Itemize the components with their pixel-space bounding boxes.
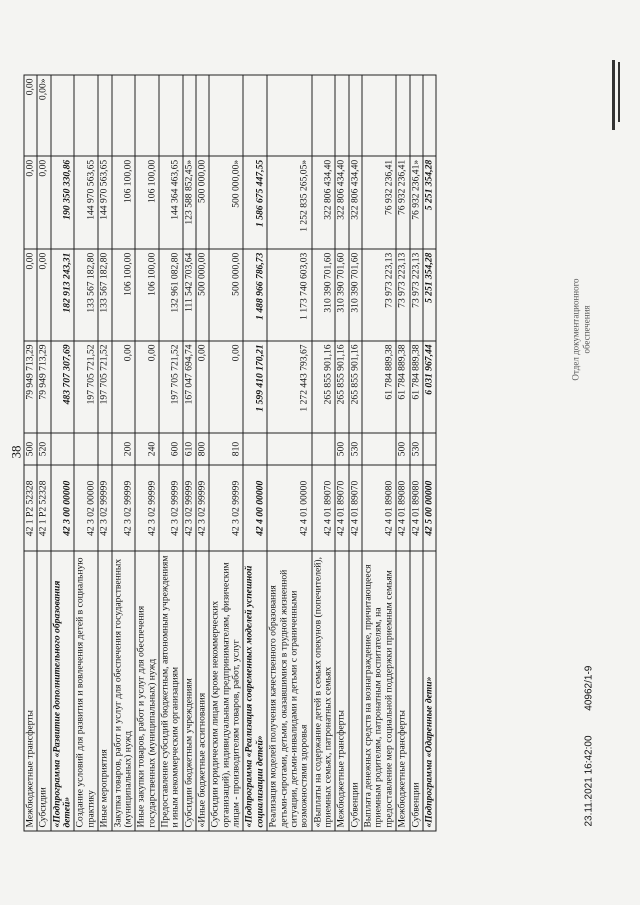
cell-c2: 73 973 223,13: [410, 249, 423, 341]
cell-c1: 265 855 901,16: [335, 341, 348, 433]
cell-c1: 167 047 694,74: [183, 341, 196, 433]
cell-c4: [74, 75, 98, 156]
cell-code: 42 1 P2 52328: [24, 465, 37, 551]
cell-c2: 133 567 182,80: [74, 249, 98, 341]
cell-code: 42 3 00 00000: [51, 465, 75, 551]
cell-c3: 1 586 675 447,55: [243, 156, 267, 249]
cell-name: Иные мероприятия: [98, 551, 111, 831]
cell-c2: 310 390 701,60: [335, 249, 348, 341]
cell-name: Межбюджетные трансферты: [335, 551, 348, 831]
cell-c3: 106 100,00: [135, 156, 159, 249]
cell-vr: 200: [112, 433, 136, 466]
cell-name: «Подпрограмма «Одаренные дети»: [423, 551, 436, 831]
cell-name: Субвенции: [410, 551, 423, 831]
cell-name: Предоставление субсидий бюджетным, автономным учреждениям и иным некоммерческим организациям: [159, 551, 183, 831]
cell-code: 42 4 01 89070: [335, 465, 348, 551]
cell-c3: 76 932 236,41: [362, 156, 396, 249]
cell-c1: 0,00: [112, 341, 136, 433]
cell-c2: 0,00: [37, 249, 50, 341]
cell-c3: 144 970 563,65: [98, 156, 111, 249]
cell-code: 42 3 02 99999: [112, 465, 136, 551]
cell-vr: [423, 433, 436, 466]
table-row: [37, 75, 50, 831]
cell-c4: [183, 75, 196, 156]
cell-vr: [312, 433, 336, 466]
cell-vr: 600: [159, 433, 183, 466]
cell-c3: 500 000,00»: [209, 156, 243, 249]
table-row: [335, 75, 348, 831]
cell-vr: [74, 433, 98, 466]
cell-c4: [135, 75, 159, 156]
cell-c4: [335, 75, 348, 156]
cell-vr: 500: [396, 433, 409, 466]
table-row: [243, 75, 267, 831]
cell-c4: [423, 75, 436, 156]
footer-datetime: 23.11.2021 16:42:00: [583, 735, 595, 827]
cell-name: Субсидии: [37, 551, 50, 831]
cell-c1: 197 705 721,52: [159, 341, 183, 433]
budget-table: [24, 75, 437, 832]
cell-c2: 500 000,00: [209, 249, 243, 341]
cell-c3: 190 350 330,86: [51, 156, 75, 249]
rotated-page: [1, 0, 640, 905]
cell-c3: 76 932 236,41: [396, 156, 409, 249]
cell-c1: 61 784 889,38: [362, 341, 396, 433]
cell-code: 42 4 01 89080: [396, 465, 409, 551]
cell-c1: 79 949 713,29: [37, 341, 50, 433]
cell-name: «Подпрограмма «Развитие дополнительного образования детей»: [51, 551, 75, 831]
cell-c4: [159, 75, 183, 156]
cell-code: 42 3 02 99999: [183, 465, 196, 551]
scan-edge-mark: [618, 62, 620, 122]
cell-vr: 800: [196, 433, 209, 466]
cell-vr: [98, 433, 111, 466]
cell-name: Межбюджетные трансферты: [396, 551, 409, 831]
cell-c3: 322 806 434,40: [335, 156, 348, 249]
cell-c4: [410, 75, 423, 156]
cell-name: «Выплаты на содержание детей в семьях опекунов (попечителей), приемных семьях, патронатных семьях: [312, 551, 336, 831]
cell-c4: [209, 75, 243, 156]
cell-c4: [98, 75, 111, 156]
cell-code: 42 4 00 00000: [243, 465, 267, 551]
table-row: [362, 75, 396, 831]
cell-c2: 5 251 354,28: [423, 249, 436, 341]
cell-code: 42 5 00 00000: [423, 465, 436, 551]
cell-c1: 61 784 889,38: [396, 341, 409, 433]
cell-c1: 0,00: [209, 341, 243, 433]
cell-c4: 0,00»: [37, 75, 50, 156]
cell-c1: 79 949 713,29: [24, 341, 37, 433]
cell-c1: 483 707 307,69: [51, 341, 75, 433]
cell-c3: 1 252 835 265,05»: [267, 156, 311, 249]
table-row: [98, 75, 111, 831]
cell-vr: 520: [37, 433, 50, 466]
cell-code: 42 1 P2 52328: [37, 465, 50, 551]
cell-c3: 500 000,00: [196, 156, 209, 249]
cell-c3: 5 251 354,28: [423, 156, 436, 249]
table-row: [267, 75, 311, 831]
cell-name: Создание условий для развития и вовлечения детей в социальную практику: [74, 551, 98, 831]
table-row: [196, 75, 209, 831]
cell-c4: [362, 75, 396, 156]
cell-name: Субвенции: [349, 551, 362, 831]
cell-code: 42 4 01 89070: [312, 465, 336, 551]
cell-name: «Подпрограмма «Реализация современных моделей успешной социализации детей»: [243, 551, 267, 831]
cell-vr: 530: [410, 433, 423, 466]
table-row: [159, 75, 183, 831]
cell-c4: [312, 75, 336, 156]
cell-c2: 73 973 223,13: [362, 249, 396, 341]
cell-c2: 132 961 082,80: [159, 249, 183, 341]
cell-c4: [267, 75, 311, 156]
cell-c3: 123 588 852,45»: [183, 156, 196, 249]
cell-c4: [112, 75, 136, 156]
scan-edge-mark: [612, 60, 615, 130]
cell-c2: 133 567 182,80: [98, 249, 111, 341]
table-row: [51, 75, 75, 831]
cell-c3: 144 364 463,65: [159, 156, 183, 249]
cell-code: 42 4 01 89080: [362, 465, 396, 551]
cell-c4: [243, 75, 267, 156]
cell-vr: [51, 433, 75, 466]
cell-c2: 0,00: [24, 249, 37, 341]
cell-code: 42 4 01 89070: [349, 465, 362, 551]
cell-vr: 530: [349, 433, 362, 466]
cell-vr: [243, 433, 267, 466]
cell-c1: 265 855 901,16: [312, 341, 336, 433]
cell-c1: 265 855 901,16: [349, 341, 362, 433]
cell-name: «Иные бюджетные ассигнования: [196, 551, 209, 831]
cell-c3: 144 970 563,65: [74, 156, 98, 249]
page-number: 38: [8, 445, 24, 459]
cell-c2: 310 390 701,60: [312, 249, 336, 341]
cell-c2: 1 488 966 786,73: [243, 249, 267, 341]
table-row: [24, 75, 37, 831]
cell-code: 42 3 02 99999: [209, 465, 243, 551]
cell-c1: 197 705 721,52: [98, 341, 111, 433]
cell-name: Иные закупки товаров, работ и услуг для обеспечения государственных (муниципальных) нужд: [135, 551, 159, 831]
cell-c1: 0,00: [196, 341, 209, 433]
cell-name: Субсидии бюджетным учреждениям: [183, 551, 196, 831]
cell-c4: [349, 75, 362, 156]
table-row: [396, 75, 409, 831]
cell-c2: 111 542 703,64: [183, 249, 196, 341]
cell-c2: 182 913 243,31: [51, 249, 75, 341]
cell-name: Выплата денежных средств на вознаграждение, причитающееся приемным родителям, патронатным воспитателям, на предоставление мер социальной поддержки приемным семьям: [362, 551, 396, 831]
table-row: [209, 75, 243, 831]
cell-c1: 6 031 967,44: [423, 341, 436, 433]
footer: [584, 666, 595, 827]
cell-code: 42 3 02 99999: [196, 465, 209, 551]
cell-vr: 610: [183, 433, 196, 466]
cell-c1: 0,00: [135, 341, 159, 433]
cell-code: 42 4 01 89080: [410, 465, 423, 551]
cell-c2: 1 173 740 603,03: [267, 249, 311, 341]
cell-code: 42 4 01 00000: [267, 465, 311, 551]
table-row: [183, 75, 196, 831]
table-row: [410, 75, 423, 831]
cell-c2: 310 390 701,60: [349, 249, 362, 341]
cell-name: Реализация моделей получения качественного образования детьми-сиротами, детьми, оказавшимися в трудной жизненной ситуации, детьми-инвалидами и детьми с ограниченными возможностями здоровья: [267, 551, 311, 831]
cell-vr: [362, 433, 396, 466]
department-stamp: Отдел документационного обеспечения: [570, 278, 592, 381]
cell-code: 42 3 02 99999: [98, 465, 111, 551]
cell-c3: 322 806 434,40: [312, 156, 336, 249]
table-row: [423, 75, 436, 831]
cell-name: Закупка товаров, работ и услуг для обеспечения государственных (муниципальных) нужд: [112, 551, 136, 831]
cell-c4: 0,00: [24, 75, 37, 156]
cell-c3: 76 932 236,41»: [410, 156, 423, 249]
cell-c1: 61 784 889,38: [410, 341, 423, 433]
cell-c1: 1 272 443 793,67: [267, 341, 311, 433]
cell-name: Субсидии юридическим лицам (кроме некоммерческих организаций), индивидуальным предпринимателям, физическим лицам - производителям товаров, работ, услуг: [209, 551, 243, 831]
cell-c2: 500 000,00: [196, 249, 209, 341]
cell-c3: 106 100,00: [112, 156, 136, 249]
cell-c3: 322 806 434,40: [349, 156, 362, 249]
cell-vr: 500: [335, 433, 348, 466]
budget-table-body: [24, 75, 436, 831]
cell-c3: 0,00: [37, 156, 50, 249]
cell-c3: 0,00: [24, 156, 37, 249]
cell-vr: 240: [135, 433, 159, 466]
cell-c4: [51, 75, 75, 156]
cell-c2: 106 100,00: [135, 249, 159, 341]
cell-c1: 1 599 410 170,21: [243, 341, 267, 433]
table-row: [312, 75, 336, 831]
cell-vr: [267, 433, 311, 466]
table-row: [349, 75, 362, 831]
cell-c2: 106 100,00: [112, 249, 136, 341]
cell-c2: 73 973 223,13: [396, 249, 409, 341]
cell-code: 42 3 02 00000: [74, 465, 98, 551]
cell-code: 42 3 02 99999: [159, 465, 183, 551]
cell-vr: 500: [24, 433, 37, 466]
table-row: [112, 75, 136, 831]
table-row: [135, 75, 159, 831]
table-row: [74, 75, 98, 831]
cell-code: 42 3 02 99999: [135, 465, 159, 551]
cell-vr: 810: [209, 433, 243, 466]
cell-name: Межбюджетные трансферты: [24, 551, 37, 831]
cell-c4: [196, 75, 209, 156]
footer-doc-id: 40962/1-9: [583, 665, 595, 711]
cell-c4: [396, 75, 409, 156]
cell-c1: 197 705 721,52: [74, 341, 98, 433]
